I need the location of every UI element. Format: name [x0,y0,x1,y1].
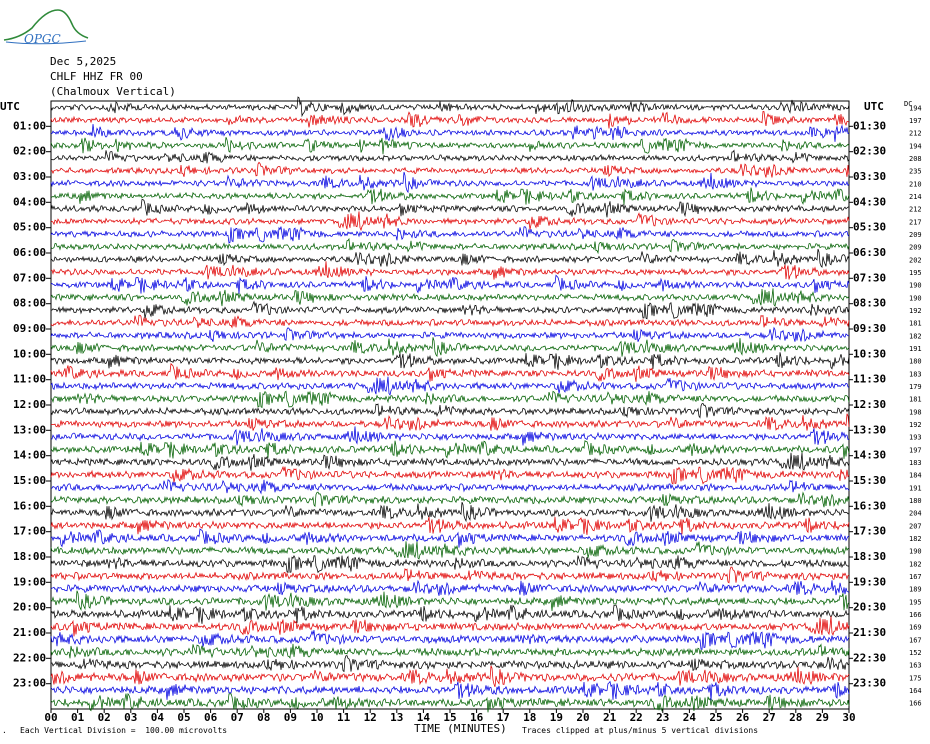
x-tick-label: 29 [815,711,830,724]
right-hour-label: 10:30 [853,347,887,361]
dc-value: 167 [909,636,922,645]
x-tick-label: 05 [177,711,191,724]
seismic-trace [51,239,849,253]
dc-value: 163 [909,661,922,670]
dc-value: 191 [909,484,922,493]
seismic-trace [51,502,849,522]
left-hour-label: 19:00 [13,575,47,589]
dc-value: 194 [909,142,922,151]
dc-value: 164 [909,687,922,695]
seismic-trace [51,302,849,319]
left-hour-label: 09:00 [13,322,47,335]
x-tick-label: 27 [762,711,776,724]
seismic-trace [51,188,849,205]
x-tick-label: 24 [682,711,697,724]
dc-value: 194 [909,104,922,113]
dc-value: 183 [909,370,922,379]
x-tick-label: 12 [363,711,377,724]
seismic-trace [51,97,849,116]
right-hour-label: 06:30 [853,246,887,259]
seismic-trace [51,364,849,382]
dc-value: 182 [909,560,922,569]
dc-value: 235 [909,167,922,176]
seismic-trace [51,666,849,687]
dc-value: 152 [909,649,922,657]
left-hour-label: 21:00 [13,626,47,639]
dc-column-label: DC [904,100,913,108]
seismic-trace [51,315,849,328]
seismic-trace [51,337,849,356]
left-hour-label: 13:00 [13,423,47,437]
dc-value: 195 [909,269,922,277]
x-tick-label: 21 [602,711,617,724]
dc-value: 195 [909,598,922,607]
dc-value: 210 [909,180,922,189]
seismic-trace [51,124,849,142]
x-tick-label: 19 [549,711,564,724]
right-axis-label: UTC [864,100,884,113]
x-tick-label: 16 [469,711,484,724]
dc-value: 190 [909,281,922,290]
dc-value: 204 [909,509,922,518]
right-hour-label: 04:30 [853,195,887,209]
right-hour-label: 16:30 [853,499,887,513]
dc-value: 184 [909,471,922,480]
seismic-trace [51,480,849,493]
x-tick-label: 03 [124,711,138,724]
seismic-trace [51,403,849,417]
dc-value: 190 [909,547,922,556]
seismic-trace [51,249,849,267]
left-hour-label: 15:00 [13,474,47,487]
x-tick-label: 14 [416,711,431,724]
x-tick-label: 02 [97,711,111,724]
vertical-division-note: Each Vertical Division = 100.00 microvolts [20,726,228,735]
dc-value: 169 [909,623,922,632]
logo-text: OPGC [24,32,61,46]
left-hour-label: 22:00 [13,651,47,665]
dc-value: 212 [909,205,922,214]
x-tick-label: 00 [44,711,58,724]
dc-value: 180 [909,497,922,505]
seismic-trace [51,682,849,701]
x-tick-label: 09 [283,711,298,724]
dc-value: 189 [909,585,922,594]
dc-value: 197 [909,117,922,125]
left-hour-label: 05:00 [13,220,47,234]
left-hour-label: 07:00 [13,271,47,285]
x-tick-label: 17 [496,711,510,724]
seismic-trace [51,150,849,163]
x-tick-label: 22 [629,711,643,724]
seismic-trace [51,377,849,395]
seismic-trace [51,467,849,484]
seismic-trace [51,541,849,559]
dc-value: 181 [909,319,922,328]
seismic-trace [51,275,849,293]
seismic-trace [51,200,849,218]
x-tick-label: 23 [656,711,670,724]
x-tick-label: 15 [443,711,457,724]
seismic-trace [51,211,849,230]
left-hour-label: 16:00 [13,499,47,513]
right-hour-label: 17:30 [853,524,887,538]
dc-value: 214 [909,193,922,201]
x-tick-label: 26 [735,711,750,724]
left-hour-label: 17:00 [13,524,47,538]
right-hour-label: 03:30 [853,170,887,183]
dc-value: 181 [909,395,922,404]
x-tick-label: 06 [203,711,218,724]
seismic-trace [51,328,849,342]
left-hour-label: 11:00 [13,372,47,386]
seismic-trace [51,441,849,459]
right-hour-label: 05:30 [853,220,887,234]
seismic-trace [51,162,849,177]
seismic-trace [51,656,849,672]
x-axis-title: TIME (MINUTES) [414,722,507,735]
location-label: (Chalmoux Vertical) [50,85,176,98]
right-hour-label: 08:30 [853,296,887,310]
dc-value: 209 [909,231,922,239]
seismic-trace [51,492,849,507]
seismic-trace [51,605,849,624]
dc-value: 180 [909,357,922,366]
right-hour-label: 09:30 [853,322,887,335]
seismic-trace [51,630,849,649]
right-hour-label: 18:30 [853,550,887,563]
right-hour-label: 20:30 [853,600,887,614]
left-hour-label: 18:00 [13,550,47,563]
right-hour-label: 21:30 [853,626,887,639]
dc-value: 166 [909,611,922,619]
dc-value: 212 [909,129,922,138]
x-tick-label: 10 [310,711,324,724]
right-hour-label: 13:30 [853,423,887,437]
corner-mark: . [2,726,7,735]
left-hour-label: 02:00 [13,144,47,158]
right-hour-label: 07:30 [853,271,887,285]
left-hour-label: 08:00 [13,296,47,310]
dc-value: 175 [909,674,922,683]
dc-value: 193 [909,433,922,442]
seismic-trace [51,555,849,572]
seismic-trace [51,529,849,548]
seismic-trace [51,288,849,306]
dc-value: 209 [909,243,922,252]
left-hour-label: 20:00 [13,600,47,614]
right-hour-label: 02:30 [853,144,887,158]
x-tick-label: 25 [709,711,723,724]
right-hour-label: 14:30 [853,448,887,462]
seismic-trace [51,391,849,407]
right-hour-label: 15:30 [853,474,887,487]
right-hour-label: 01:30 [853,119,887,133]
x-tick-label: 30 [842,711,856,724]
dc-value: 198 [909,408,922,417]
dc-value: 166 [909,699,922,708]
dc-value: 182 [909,332,922,341]
seismic-trace [51,644,849,658]
dc-value: 207 [909,522,922,531]
x-tick-label: 28 [789,711,803,724]
seismic-trace [51,111,849,128]
x-tick-label: 18 [523,711,537,724]
x-tick-label: 07 [230,711,244,724]
dc-value: 197 [909,446,922,455]
station-label: CHLF HHZ FR 00 [50,70,143,83]
seismic-trace [51,453,849,471]
dc-value: 208 [909,155,922,163]
left-axis-label: UTC [0,100,20,113]
x-tick-label: 04 [150,711,165,724]
left-hour-label: 14:00 [13,448,47,462]
seismic-trace [51,261,849,279]
seismic-trace [51,414,849,431]
date-label: Dec 5,2025 [50,55,117,68]
right-hour-label: 22:30 [853,651,887,665]
right-hour-label: 23:30 [853,676,887,690]
left-hour-label: 12:00 [13,398,47,411]
left-hour-label: 10:00 [13,347,47,361]
dc-value: 192 [909,421,922,429]
dc-value: 183 [909,459,922,467]
seismic-trace [51,227,849,243]
seismic-trace [51,567,849,583]
seismic-trace [51,591,849,611]
seismic-trace [51,137,849,154]
x-tick-label: 08 [257,711,271,724]
left-hour-label: 23:00 [13,676,47,690]
dc-value: 182 [909,535,922,543]
right-hour-label: 19:30 [853,575,887,589]
left-hour-label: 04:00 [13,195,47,209]
dc-value: 217 [909,218,922,227]
x-tick-label: 13 [390,711,404,724]
seismic-trace [51,517,849,535]
clipping-note: Traces clipped at plus/minus 5 vertical divisions [522,726,759,735]
dc-value: 167 [909,573,922,581]
dc-value: 179 [909,383,922,391]
left-hour-label: 03:00 [13,170,47,183]
dc-value: 191 [909,345,922,353]
dc-value: 202 [909,256,922,265]
dc-value: 190 [909,294,922,303]
right-hour-label: 11:30 [853,372,887,386]
right-hour-label: 12:30 [853,398,887,411]
left-hour-label: 01:00 [13,119,47,133]
x-tick-label: 01 [70,711,85,724]
left-hour-label: 06:00 [13,246,47,259]
seismic-trace [51,172,849,192]
dc-value: 192 [909,307,922,315]
x-tick-label: 11 [336,711,351,724]
x-tick-label: 20 [576,711,590,724]
